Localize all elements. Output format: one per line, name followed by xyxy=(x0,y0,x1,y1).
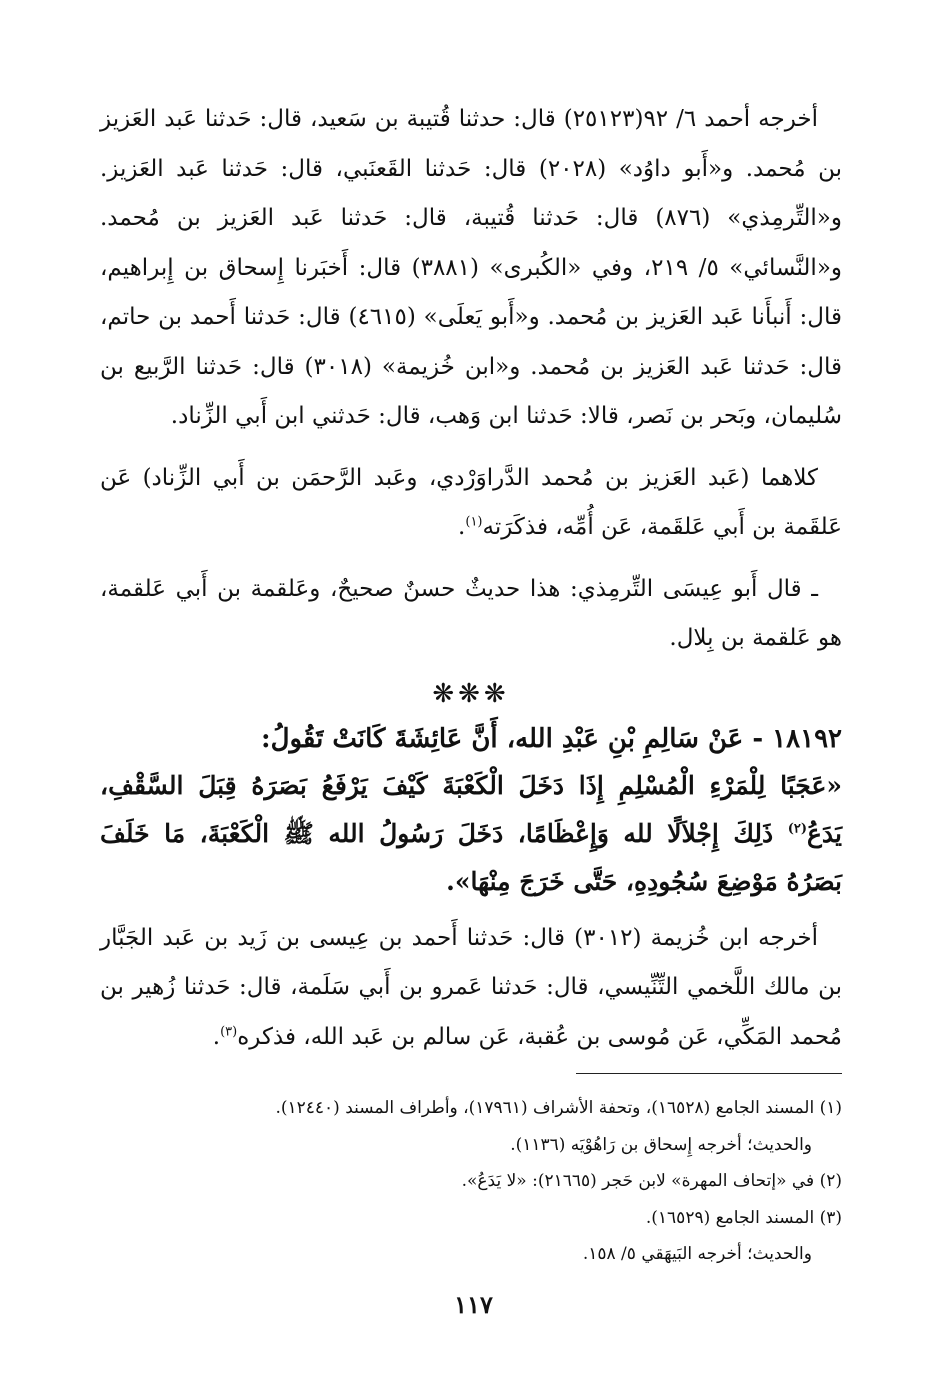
footnote-ref-1[interactable]: (١) xyxy=(465,514,483,530)
footnote-3-continuation: والحديث؛ أخرجه البَيهَقي ٥/ ١٥٨. xyxy=(582,1244,812,1264)
footnote-3: (٣) المسند الجامع (١٦٥٢٩). xyxy=(645,1207,842,1228)
takhrij-text-2: أخرجه ابن خُزيمة (٣٠١٢) قال: حَدثنا أَحمد بن عِيسى بن زَيد بن عَبد الجَبَّار بن مالك اللَّخمي التِّنِّيسي، قال: حَدثنا عَمرو بن أَبي سَلَمة، قال: حَدثنا زُهير بن مُحمد المَكِّي، عَن مُوسى بن عُقبة، عَن سالم بن عَبد الله، فذكره xyxy=(100,924,842,1050)
footnote-divider xyxy=(576,1073,842,1074)
takhrij-text-1: أخرجه أحمد ٦/ ٩٢(٢٥١٢٣) قال: حدثنا قُتيبة بن سَعيد، قال: حَدثنا عَبد العَزيز بن مُحمد. و«أَبو داوُد» (٢٠٢٨) قال: حَدثنا القَعنَبي، قال: حَدثنا عَبد العَزيز. و«التِّرمِذي» (٨٧٦) قال: حَدثنا قُتيبة، قال: حَدثنا عَبد العَزيز بن مُحمد. و«النَّسائي» ٥/ ٢١٩، وفي «الكُبرى» (٣٨٨١) قال: أَخبَرنا إِسحاق بن إِبراهيم، قال: أَنبأَنا عَبد العَزيز بن مُحمد. و«أَبو يَعلَى» (٤٦١٥) قال: حَدثنا أَحمد بن حاتم، قال: حَدثنا عَبد العَزيز بن مُحمد. و«ابن خُزيمة» (٣٠١٨) قال: حَدثنا الرَّبيع بن سُليمان، وبَحر بن نَصر، قالا: حَدثنا ابن وَهب، قال: حَدثني ابن أَبي الزِّناد. xyxy=(100,106,842,429)
footnote-2: (٢) في «إتحاف المهرة» لابن حَجر (٢١٦٦٥): «لا يَدَعُ». xyxy=(461,1171,842,1191)
isnad-summary-text: كلاهما (عَبد العَزيز بن مُحمد الدَّراوَرْدي، وعَبد الرَّحمَن بن أَبي الزِّناد) عَن عَلقَمة بن أَبي عَلقَمة، عَن أُمِّه، فذكَرَته xyxy=(100,464,842,540)
hadith-text xyxy=(100,762,842,906)
footnote-ref-3[interactable]: (٣) xyxy=(220,1023,238,1039)
tirmidhi-comment-text: ـ قال أَبو عِيسَى التِّرمِذي: هذا حديثٌ حسنٌ صحيحٌ، وعَلقمة بن أَبي عَلقمة، هو عَلقمة بن بِلال. xyxy=(100,575,842,651)
isnad-summary-paragraph: كلاهما (عَبد العَزيز بن مُحمد الدَّراوَرْدي، وعَبد الرَّحمَن بن أَبي الزِّناد) عَن عَلقَمة بن أَبي عَلقَمة، عَن أُمِّه، فذكَرَته$^{(١)}$. xyxy=(100,464,842,540)
tirmidhi-comment-paragraph xyxy=(100,565,842,664)
takhrij-paragraph-2: أخرجه ابن خُزيمة (٣٠١٢) قال: حَدثنا أَحمد بن عِيسى بن زَيد بن عَبد الجَبَّار بن مالك اللَّخمي التِّنِّيسي، قال: حَدثنا عَمرو بن أَبي سَلَمة، قال: حَدثنا زُهير بن مُحمد المَكِّي، عَن مُوسى بن عُقبة، عَن سالم بن عَبد الله، فذكره$^{(٣)}$. xyxy=(100,924,842,1050)
page-body xyxy=(100,95,842,1074)
footnote-1: (١) المسند الجامع (١٦٥٢٨)، وتحفة الأشراف (١٧٩٦١)، وأطراف المسند (١٢٤٤٠). xyxy=(275,1098,842,1118)
hadith-heading-text: ١٨١٩٢ - عَنْ سَالِمِ بْنِ عَبْدِ الله، أَنَّ عَائِشَةَ كَانَتْ تَقُولُ: xyxy=(261,723,842,754)
page-number: ١١٧ xyxy=(454,1290,493,1319)
hadith-text-part-1: «عَجَبًا لِلْمَرْءِ الْمُسْلِمِ إِذَا دَخَلَ الْكَعْبَةَ كَيْفَ يَرْفَعُ بَصَرَهُ قِبَلَ السَّقْفِ، يَدَعُ xyxy=(100,770,842,848)
footnotes xyxy=(100,1090,842,1273)
takhrij-paragraph-1 xyxy=(100,95,842,442)
section-separator: ❋❋❋ xyxy=(432,678,510,709)
hadith-heading xyxy=(100,716,842,762)
hadith-text-part-2: ذَلِكَ إِجْلاَلًا لله وَإِعْظَامًا، دَخَلَ رَسُولُ الله ﷺ الْكَعْبَةَ، مَا خَلَفَ بَصَرُهُ مَوْضِعَ سُجُودِهِ، حَتَّى خَرَجَ مِنْهَا». xyxy=(100,818,842,896)
footnote-ref-2[interactable]: (٢) xyxy=(787,821,807,837)
footnote-1-continuation: والحديث؛ أخرجه إِسحاق بن رَاهُوْيَه (١١٣٦). xyxy=(510,1134,812,1155)
